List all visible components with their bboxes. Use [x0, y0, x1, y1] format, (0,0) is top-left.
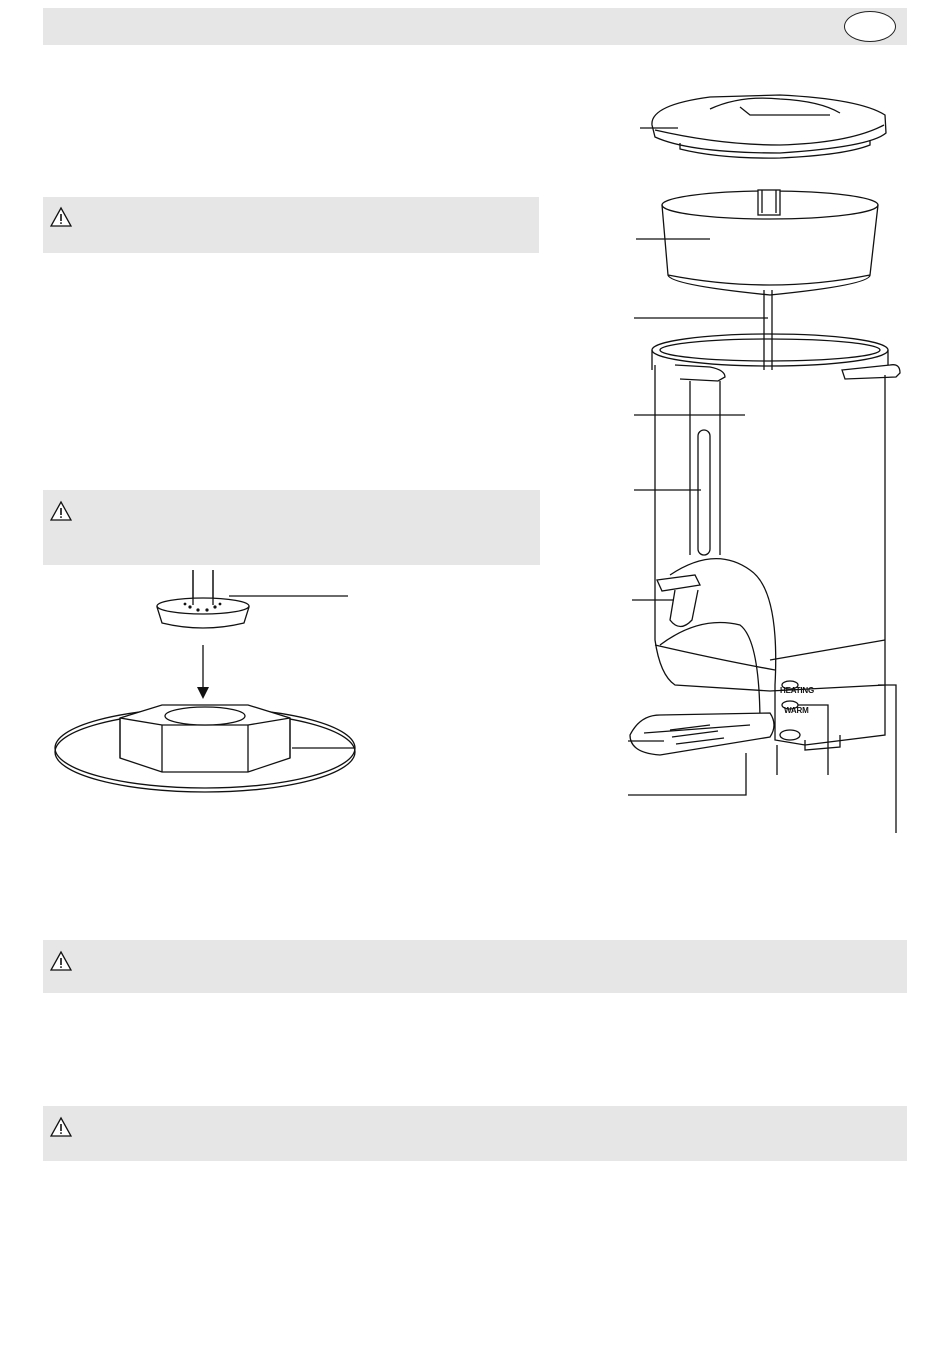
heating-label: HEATING: [780, 686, 815, 695]
warning-triangle-icon: [50, 206, 72, 228]
filter-assembly-illustration: [40, 565, 380, 805]
warning-triangle-icon: [50, 950, 72, 972]
warning-triangle-icon: [50, 500, 72, 522]
warning-box-3: [43, 940, 907, 993]
header-bar: [43, 8, 907, 45]
warning-triangle-icon: [50, 1116, 72, 1138]
warning-box-1: [43, 197, 539, 253]
warm-label: WARM: [784, 706, 809, 715]
warning-box-4: [43, 1106, 907, 1161]
warning-box-2: [43, 490, 540, 565]
language-badge: [844, 11, 896, 42]
urn-exploded-illustration: [600, 85, 920, 845]
